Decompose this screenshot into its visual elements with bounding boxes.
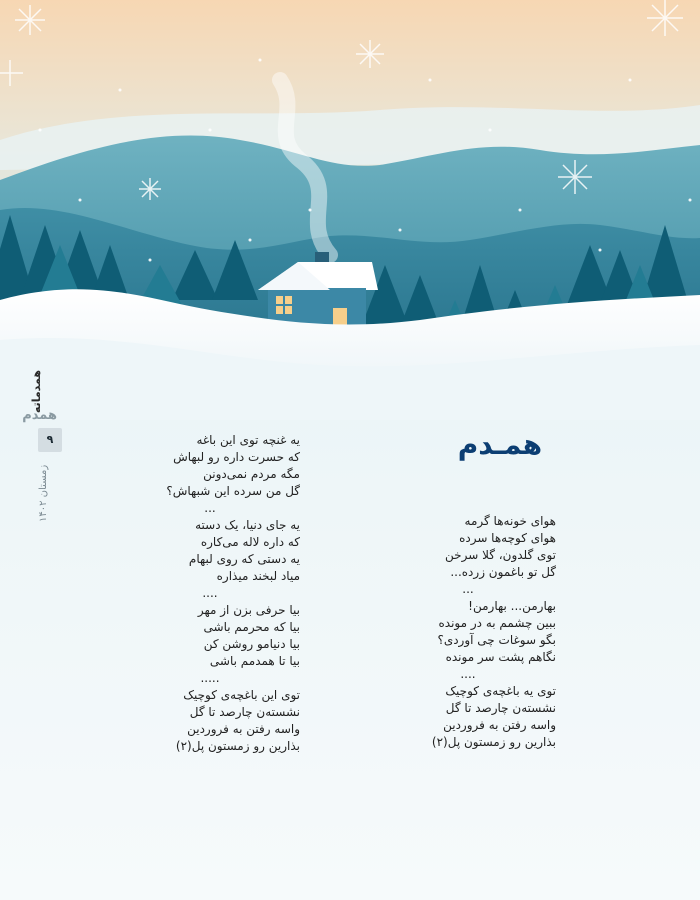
poem-line: بیا حرفی بزن از مهر: [197, 603, 300, 617]
issue-season: زمستان ۱۴۰۲: [38, 464, 49, 522]
magazine-logo: همدم: [22, 408, 57, 423]
stanza-separator: ...: [462, 582, 474, 596]
stanza-separator: ....: [460, 667, 476, 681]
poem-line: توی گلدون، گلا سرخن: [445, 548, 556, 562]
winter-landscape-illustration: [0, 0, 700, 420]
poem-line: توی یه باغچه‌ی کوچیک: [445, 684, 556, 698]
poem-line: یه جای دنیا، یک دسته: [195, 518, 300, 532]
poem-line: هوای خونه‌ها گرمه: [464, 514, 556, 528]
poem-line: بیا که محرمم باشی: [203, 620, 300, 634]
poem-line: نگاهم پشت سر مونده: [445, 650, 556, 664]
page-number: ۹: [38, 428, 62, 452]
poem-line: واسه رفتن به فروردین: [187, 722, 300, 736]
poem-line: که داره لاله می‌کاره: [200, 535, 300, 549]
stanza-separator: ...: [204, 501, 216, 515]
magazine-name: همدماته: [30, 370, 43, 414]
stanza-separator: ....: [202, 586, 218, 600]
poem-line: مگه مردم نمی‌دونن: [203, 467, 300, 481]
poem-title: همـدم: [457, 428, 543, 461]
poem-line: بذارین رو زمستون پل(۲): [175, 739, 300, 753]
poem-line: بیا دنیامو روشن کن: [203, 637, 300, 651]
poem-line: واسه رفتن به فروردین: [443, 718, 556, 732]
poem-line: گل تو باغمون زرده...: [450, 565, 556, 579]
poem-line: که حسرت داره رو لبهاش: [173, 450, 300, 464]
poem-line: بیا تا همدمم باشی: [209, 654, 300, 668]
poem-line: توی این باغچه‌ی کوچیک: [183, 688, 300, 702]
poem-line: هوای کوچه‌ها سرده: [459, 531, 556, 545]
poem-line: ببین چشمم به در مونده: [438, 616, 556, 630]
poem-line: یه غنچه توی این باغه: [196, 433, 300, 447]
poem-line: یه دستی که روی لبهام: [188, 552, 300, 566]
poem-line: گل من سرده این شبهاش؟: [166, 484, 300, 498]
poem-line: نشسته‌ن چارصد تا گل: [189, 705, 300, 719]
poem-line: بگو سوغات چی آوردی؟: [437, 633, 556, 647]
poem-column-left: [150, 432, 300, 755]
poem-line: میاد لبخند میذاره: [216, 569, 300, 583]
poem-column-right: [410, 513, 556, 751]
poem-line: بهارمن... بهارمن!: [468, 599, 556, 613]
stanza-separator: .....: [200, 671, 220, 685]
poem-line: نشسته‌ن چارصد تا گل: [445, 701, 556, 715]
poem-line: بذارین رو زمستون پل(۲): [431, 735, 556, 749]
